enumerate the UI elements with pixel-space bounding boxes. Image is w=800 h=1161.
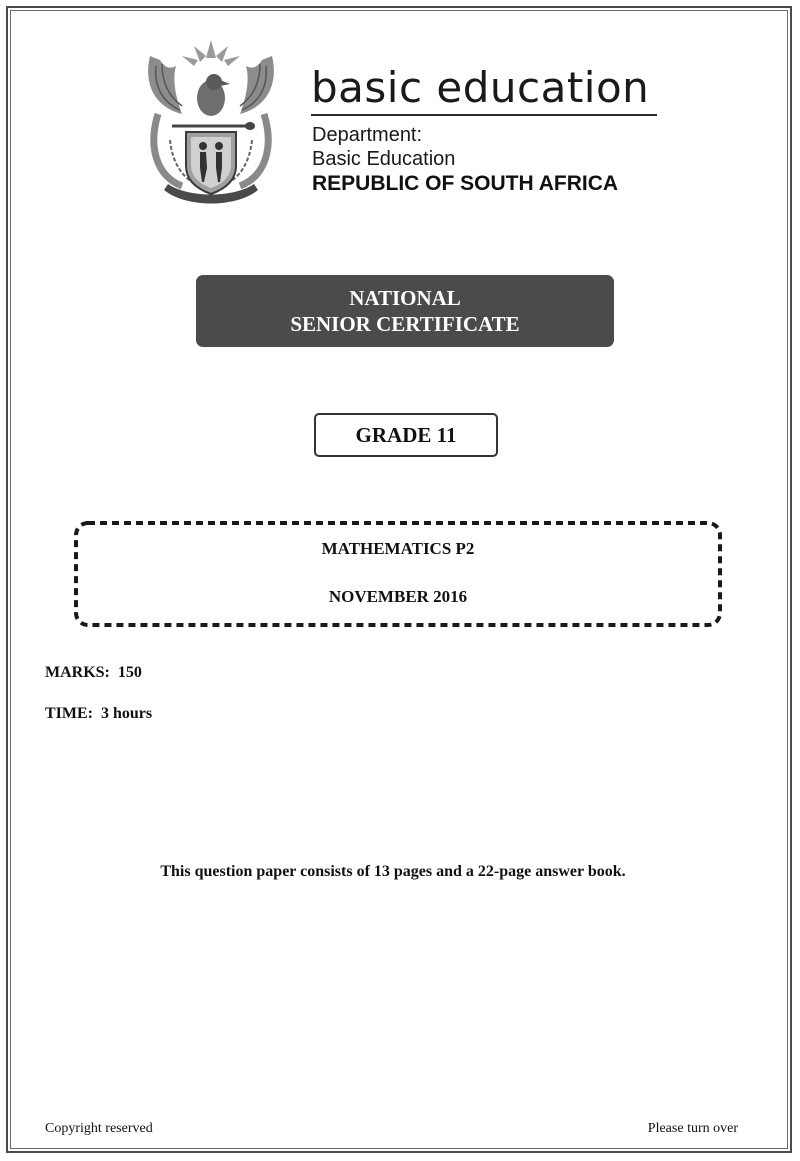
department-label: Department: xyxy=(312,124,423,146)
department-name: Basic Education xyxy=(312,148,456,170)
subject-box xyxy=(72,519,724,629)
coat-of-arms-logo xyxy=(142,36,280,212)
time-value: 3 hours xyxy=(101,705,153,722)
time-label: TIME: xyxy=(45,705,93,722)
certificate-line-2: SENIOR CERTIFICATE xyxy=(290,312,520,336)
country-name: REPUBLIC OF SOUTH AFRICA xyxy=(312,172,619,195)
brand-title: basic education xyxy=(311,62,657,116)
subject-name: MATHEMATICS P2 xyxy=(321,539,475,558)
marks-value: 150 xyxy=(117,664,142,681)
turn-over-footer: Please turn over xyxy=(647,1121,738,1136)
certificate-banner xyxy=(196,275,614,347)
time-row xyxy=(45,705,152,723)
marks-label: MARKS: xyxy=(45,664,110,681)
certificate-line-1: NATIONAL xyxy=(349,286,461,310)
exam-date: NOVEMBER 2016 xyxy=(328,587,468,606)
paper-consists-note: This question paper consists of 13 pages and a 22-page answer book. xyxy=(160,863,626,880)
grade-box: GRADE 11 xyxy=(314,413,498,457)
copyright-footer: Copyright reserved xyxy=(45,1121,153,1136)
dashed-frame xyxy=(72,519,724,629)
marks-row xyxy=(45,664,142,682)
